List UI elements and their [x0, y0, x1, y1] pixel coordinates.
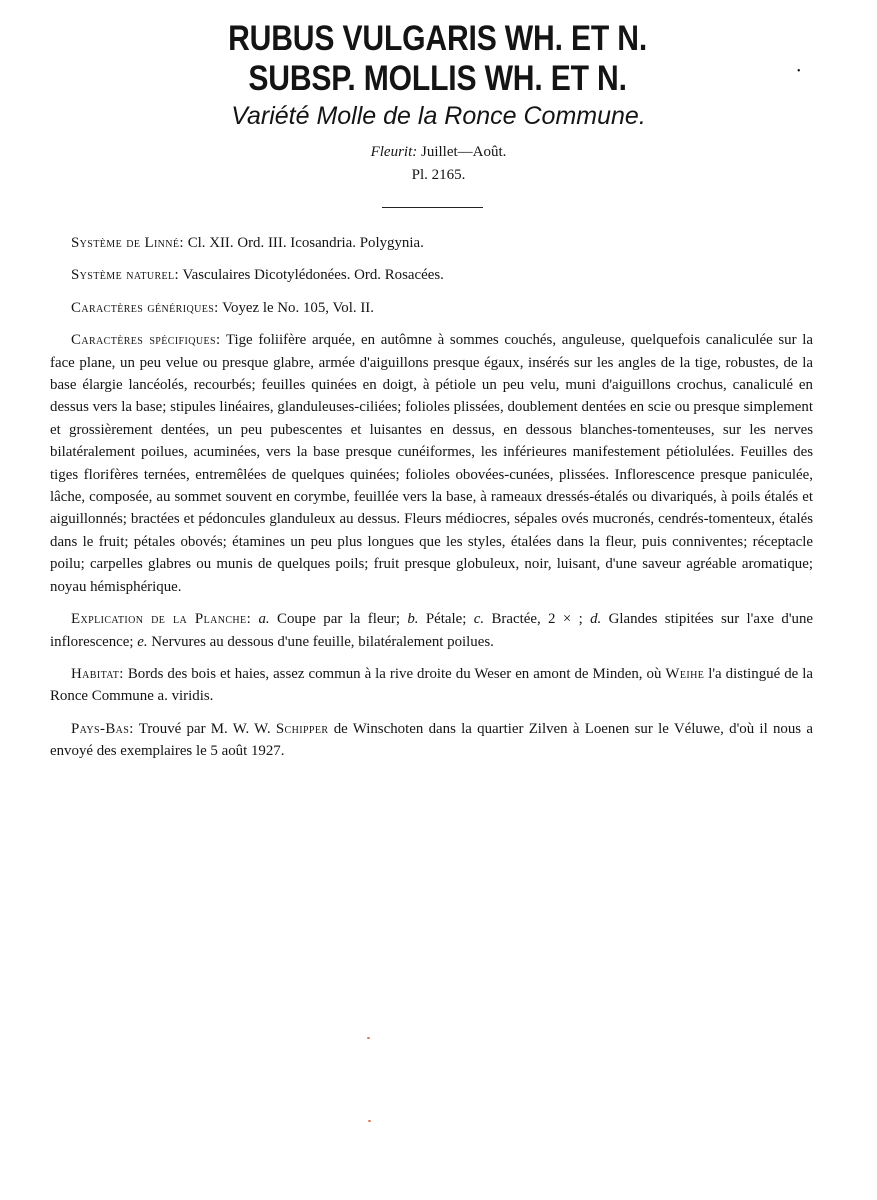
linne-text: Cl. XII. Ord. III. Icosandria. Polygynia.: [183, 235, 424, 251]
naturel-text: Vasculaires Dicotylédonées. Ord. Rosacées.: [179, 267, 444, 284]
linne-paragraph: [50, 232, 813, 254]
pays-bas-heading: Pays-Bas:: [71, 720, 134, 737]
flowering-label: Fleurit:: [370, 144, 418, 160]
specifiques-paragraph: [50, 329, 813, 598]
figure-label-c: c.: [473, 611, 485, 628]
habitat-author-name: Weihe: [665, 665, 705, 682]
habitat-heading: Habitat:: [71, 665, 124, 682]
french-name-subtitle: Variété Molle de la Ronce Commune.: [231, 102, 646, 130]
plate-number: Pl. 2165.: [411, 167, 466, 183]
flowering-value: Juillet—Août.: [417, 144, 507, 160]
flowering-line: [0, 143, 877, 161]
collector-name: Schipper: [275, 720, 329, 737]
generiques-text: Voyez le No. 105, Vol. II.: [218, 299, 374, 316]
habitat-text-1: Bords des bois et haies, assez commun à la rive droite du Weser en amont de Minden, où: [123, 665, 666, 682]
generiques-heading: Caractères génériques:: [71, 299, 219, 316]
species-title: RUBUS VULGARIS WH. ET N.: [228, 19, 648, 58]
pays-bas-text-1: Trouvé par M. W. W.: [133, 720, 276, 737]
habitat-paragraph: [50, 663, 813, 708]
generiques-paragraph: [50, 297, 813, 319]
figure-label-e: e.: [137, 633, 148, 650]
header-divider: [382, 207, 483, 208]
naturel-paragraph: [50, 264, 813, 286]
paper-speck-mark: [367, 1037, 370, 1039]
figure-label-d: d.: [590, 611, 602, 628]
ink-dot-mark: •: [797, 66, 801, 77]
pays-bas-text-2: de Winschoten dans la quartier Zilven à Loenen sur le Véluwe, d'où il nous a envoyé des exemplaires le 5 août 1927.: [50, 720, 813, 760]
specifiques-text: Tige foliifère arquée, en autômne à sommes couchés, anguleuse, quelquefois canaliculée sur la face plane, un peu velue ou presque glabre, armée d'aiguillons presque égaux, insérés sur les angles de la tige, robustes, de la base élargie lancéolés, recourbés; feuilles quinées en doigt, à pétiole un peu velu, muni d'aiguillons crochus, canaliculé en dessus vers la base; stipules linéaires, glanduleuses-ciliées; folioles plissées, doublement dentées en scie ou presque simplement et grossièrement dentées, un peu pubescentes et luisantes en dessus, en dessous blanches-tomenteuses, sur les nerves bilatéralement poilues, acuminées, vers la base presque cunéiformes, les inférieures manifestement pétiolulées. Feuilles des tiges florifères ternées, entremêlées de quelques quinées; folioles obovées-cunées, plissées. Inflorescence presque paniculée, lâche, composée, au sommet souvent en corymbe, feuillée vers la base, à rameaux dressés-étalés ou divariqués, à poils étalés et aiguillonnés; bractées et pédoncules glanduleux au dessus. Fleurs médiocres, sépales ovés mucronés, cendrés-tomenteux, étalés dans le fruit; pétales obovés; étamines un peu plus longues que les styles, étalées dans la fleur, puis conniventes; réceptacle poilu; carpelles glabres ou munis de quelques poils; fruit presque globuleux, noir, luisant, d'une saveur agréable aromatique; noyau hémisphérique.: [50, 332, 813, 595]
paper-speck-mark: [368, 1120, 371, 1122]
figure-text-a: Coupe par la fleur;: [269, 611, 408, 628]
habitat-text-2: l'a distingué de la Ronce Commune a. viridis.: [50, 665, 814, 705]
figure-text-d: Glandes stipitées sur l'axe d'une inflorescence;: [50, 611, 814, 650]
figure-label-a: a.: [258, 611, 270, 628]
specifiques-heading: Caractères spécifiques:: [71, 332, 221, 349]
naturel-heading: Système naturel:: [71, 267, 180, 284]
explication-heading: Explication de la Planche:: [71, 611, 252, 628]
pays-bas-paragraph: [50, 718, 813, 763]
figure-text-c: Bractée, 2 × ;: [484, 611, 591, 628]
figure-text-b: Pétale;: [418, 611, 474, 628]
figure-text-e: Nervures au dessous d'une feuille, bilatéralement poilues.: [147, 633, 494, 650]
explication-paragraph: [50, 608, 813, 653]
description-body: [50, 232, 813, 773]
figure-label-b: b.: [407, 611, 419, 628]
linne-heading: Système de Linné:: [71, 235, 184, 251]
subspecies-title: SUBSP. MOLLIS WH. ET N.: [248, 59, 627, 98]
